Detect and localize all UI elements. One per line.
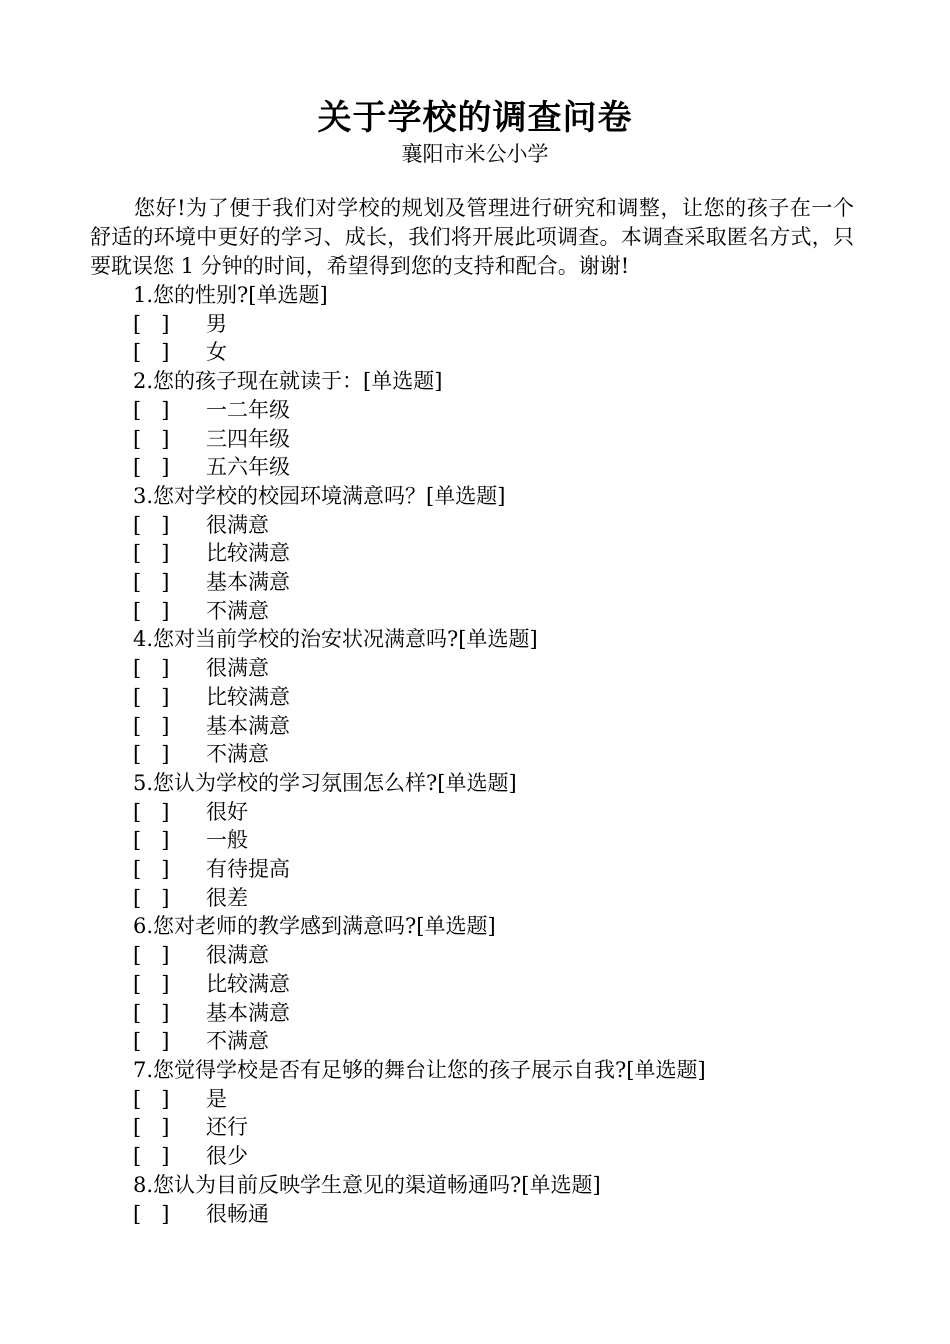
option-label: 一般 xyxy=(206,828,248,853)
checkbox-brackets[interactable]: [ ] xyxy=(133,1144,170,1169)
answer-option[interactable] xyxy=(133,1085,853,1114)
option-label: 很少 xyxy=(206,1144,248,1169)
option-label: 很差 xyxy=(206,885,248,910)
checkbox-brackets[interactable]: [ ] xyxy=(133,570,170,595)
answer-option[interactable] xyxy=(133,568,853,597)
checkbox-brackets[interactable]: [ ] xyxy=(133,684,170,709)
answer-option[interactable] xyxy=(133,425,853,454)
option-label: 不满意 xyxy=(206,598,269,623)
answer-option[interactable] xyxy=(133,884,853,913)
answer-option[interactable] xyxy=(133,970,853,999)
option-label: 一二年级 xyxy=(206,397,290,422)
option-label: 很畅通 xyxy=(206,1201,269,1226)
answer-option[interactable] xyxy=(133,712,853,741)
option-label: 基本满意 xyxy=(206,570,290,595)
option-label: 还行 xyxy=(206,1115,248,1140)
checkbox-brackets[interactable]: [ ] xyxy=(133,713,170,738)
option-label: 基本满意 xyxy=(206,713,290,738)
answer-option[interactable] xyxy=(133,683,853,712)
answer-option[interactable] xyxy=(133,798,853,827)
option-label: 基本满意 xyxy=(206,1000,290,1025)
option-label: 不满意 xyxy=(206,742,269,767)
answer-option[interactable] xyxy=(133,539,853,568)
checkbox-brackets[interactable]: [ ] xyxy=(133,857,170,882)
question-text: 6.您对老师的教学感到满意吗?[单选题] xyxy=(133,914,496,939)
option-label: 男 xyxy=(206,311,227,336)
answer-option[interactable] xyxy=(133,1142,853,1171)
checkbox-brackets[interactable]: [ ] xyxy=(133,971,170,996)
checkbox-brackets[interactable]: [ ] xyxy=(133,656,170,681)
answer-option[interactable] xyxy=(133,855,853,884)
answer-option[interactable] xyxy=(133,310,853,339)
checkbox-brackets[interactable]: [ ] xyxy=(133,397,170,422)
option-label: 是 xyxy=(206,1086,227,1111)
checkbox-brackets[interactable]: [ ] xyxy=(133,943,170,968)
answer-option[interactable] xyxy=(133,453,853,482)
question-text: 7.您觉得学校是否有足够的舞台让您的孩子展示自我?[单选题] xyxy=(133,1057,706,1082)
question-text: 3.您对学校的校园环境满意吗？[单选题] xyxy=(133,483,506,508)
document-title: 关于学校的调查问卷 xyxy=(317,98,633,138)
survey-question-list xyxy=(133,281,853,1228)
answer-option[interactable] xyxy=(133,740,853,769)
question-text: 8.您认为目前反映学生意见的渠道畅通吗?[单选题] xyxy=(133,1172,601,1197)
option-label: 五六年级 xyxy=(206,455,290,480)
checkbox-brackets[interactable]: [ ] xyxy=(133,1000,170,1025)
checkbox-brackets[interactable]: [ ] xyxy=(133,426,170,451)
option-label: 三四年级 xyxy=(206,426,290,451)
option-label: 很满意 xyxy=(206,943,269,968)
document-subtitle: 襄阳市米公小学 xyxy=(401,142,549,166)
answer-option[interactable] xyxy=(133,396,853,425)
checkbox-brackets[interactable]: [ ] xyxy=(133,1201,170,1226)
option-label: 很好 xyxy=(206,799,248,824)
checkbox-brackets[interactable]: [ ] xyxy=(133,455,170,480)
option-label: 比较满意 xyxy=(206,971,290,996)
checkbox-brackets[interactable]: [ ] xyxy=(133,828,170,853)
checkbox-brackets[interactable]: [ ] xyxy=(133,311,170,336)
checkbox-brackets[interactable]: [ ] xyxy=(133,541,170,566)
option-label: 很满意 xyxy=(206,512,269,537)
question-text: 4.您对当前学校的治安状况满意吗?[单选题] xyxy=(133,627,538,652)
option-label: 比较满意 xyxy=(206,541,290,566)
question-text: 5.您认为学校的学习氛围怎么样?[单选题] xyxy=(133,770,517,795)
answer-option[interactable] xyxy=(133,941,853,970)
answer-option[interactable] xyxy=(133,1200,853,1229)
answer-option[interactable] xyxy=(133,1113,853,1142)
checkbox-brackets[interactable]: [ ] xyxy=(133,598,170,623)
question-text: 2.您的孩子现在就读于：[单选题] xyxy=(133,369,443,394)
answer-option[interactable] xyxy=(133,597,853,626)
answer-option[interactable] xyxy=(133,511,853,540)
option-label: 女 xyxy=(206,340,227,365)
checkbox-brackets[interactable]: [ ] xyxy=(133,512,170,537)
checkbox-brackets[interactable]: [ ] xyxy=(133,1086,170,1111)
checkbox-brackets[interactable]: [ ] xyxy=(133,885,170,910)
option-label: 不满意 xyxy=(206,1029,269,1054)
intro-paragraph: 您好!为了便于我们对学校的规划及管理进行研究和调整，让您的孩子在一个舒适的环境中更好的学习、成长，我们将开展此项调查。本调查采取匿名方式，只要耽误您 1 分钟的时间，希望得到您的支持和配合。谢谢! xyxy=(90,196,854,278)
answer-option[interactable] xyxy=(133,654,853,683)
checkbox-brackets[interactable]: [ ] xyxy=(133,1115,170,1140)
option-label: 很满意 xyxy=(206,656,269,681)
option-label: 比较满意 xyxy=(206,684,290,709)
question-text: 1.您的性别?[单选题] xyxy=(133,283,328,307)
checkbox-brackets[interactable]: [ ] xyxy=(133,1029,170,1054)
checkbox-brackets[interactable]: [ ] xyxy=(133,742,170,767)
answer-option[interactable] xyxy=(133,826,853,855)
answer-option[interactable] xyxy=(133,1027,853,1056)
option-label: 有待提高 xyxy=(206,857,290,882)
checkbox-brackets[interactable]: [ ] xyxy=(133,799,170,824)
answer-option[interactable] xyxy=(133,338,853,367)
answer-option[interactable] xyxy=(133,999,853,1028)
checkbox-brackets[interactable]: [ ] xyxy=(133,340,170,365)
